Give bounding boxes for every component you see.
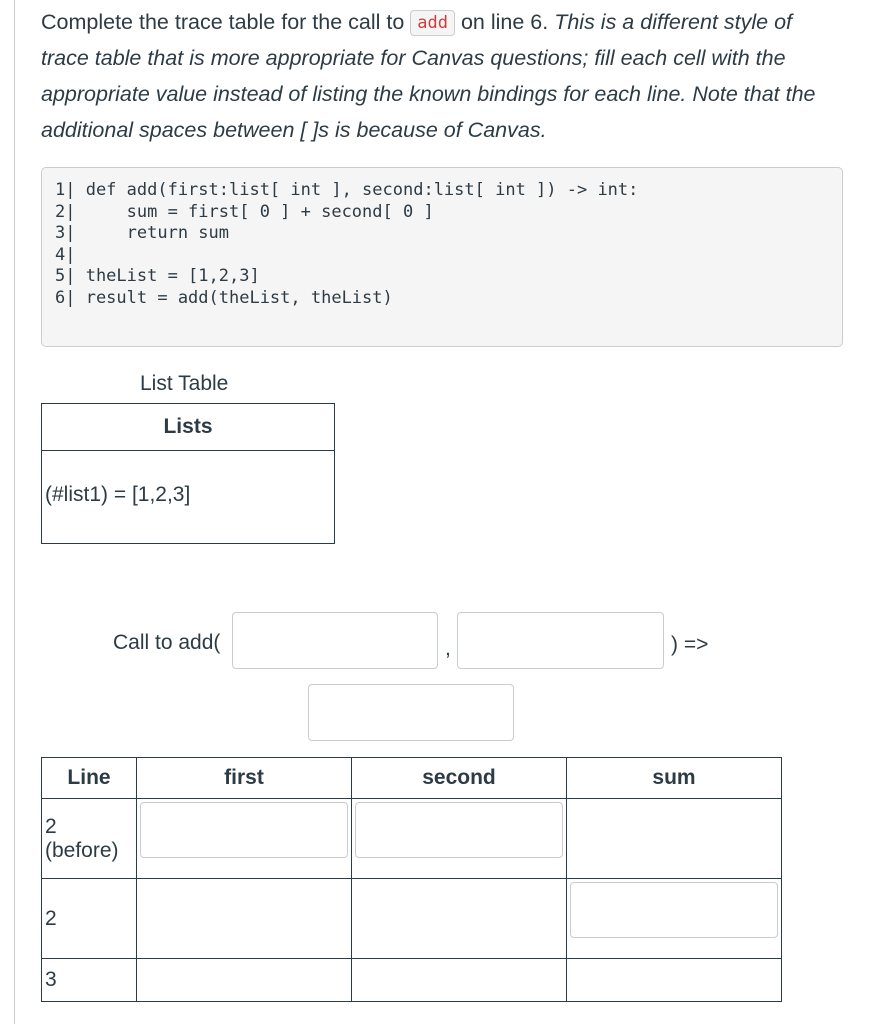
- sum-input[interactable]: [570, 882, 778, 938]
- code-line: 3| return sum: [55, 223, 229, 243]
- call-label: Call to add(: [113, 631, 221, 654]
- left-border: [14, 0, 15, 1024]
- code-line: 2| sum = first[ 0 ] + second[ 0 ]: [55, 201, 434, 222]
- code-line: 1| def add(first:list[ int ], second:list[ int ]) -> int:: [55, 180, 639, 200]
- sum-cell: [567, 959, 782, 1002]
- sum-cell: [567, 799, 782, 879]
- first-input[interactable]: [140, 802, 348, 858]
- table-row: [42, 879, 782, 959]
- code-line: 6| result = add(theList, theList): [55, 287, 393, 308]
- table-row: [42, 799, 782, 879]
- code-block: [41, 167, 843, 347]
- list-table-caption: List Table: [140, 372, 229, 395]
- line-number: 2: [45, 906, 57, 930]
- list-table-row: (#list1) = [1,2,3]: [42, 451, 335, 544]
- question-text: [41, 4, 841, 148]
- first-cell: [137, 959, 352, 1002]
- intro-text: Complete the trace table for the call to: [41, 10, 411, 34]
- code-line: 5| theList = [1,2,3]: [55, 266, 260, 286]
- trace-header-second: second: [352, 758, 567, 799]
- instructions-text: This is a different style of trace table that is more appropriate for Canvas questions; fill each cell with the appropriate value instead of listing the known bindings for each line. Note that the additional spaces between [ ]s is because of Canvas.: [41, 10, 816, 142]
- line-cell: [42, 799, 137, 879]
- call-comma: ,: [445, 637, 451, 660]
- second-cell: [352, 799, 567, 879]
- list-table: [41, 403, 335, 544]
- table-row: [42, 959, 782, 1002]
- first-cell: [137, 799, 352, 879]
- line-number: 3: [45, 968, 57, 991]
- sum-cell: [567, 879, 782, 959]
- line-cell: [42, 959, 137, 1002]
- call-arrow: ) =>: [671, 633, 709, 656]
- second-input[interactable]: [355, 802, 563, 858]
- call-arg2-input[interactable]: [457, 612, 664, 669]
- trace-header-sum: sum: [567, 758, 782, 799]
- code-line: 4|: [55, 244, 76, 265]
- list-table-header: Lists: [42, 404, 335, 451]
- first-cell: [137, 879, 352, 959]
- inline-code-add: add: [410, 10, 455, 36]
- trace-header-line: Line: [42, 758, 137, 799]
- trace-table: [41, 757, 782, 1002]
- second-cell: [352, 879, 567, 959]
- call-arg1-input[interactable]: [232, 612, 438, 669]
- line-note: (before): [45, 838, 119, 862]
- line-cell: [42, 879, 137, 959]
- line-number: 2: [45, 814, 57, 838]
- intro-line-ref: on line 6.: [455, 10, 555, 34]
- second-cell: [352, 959, 567, 1002]
- call-result-input[interactable]: [308, 684, 514, 741]
- trace-header-first: first: [137, 758, 352, 799]
